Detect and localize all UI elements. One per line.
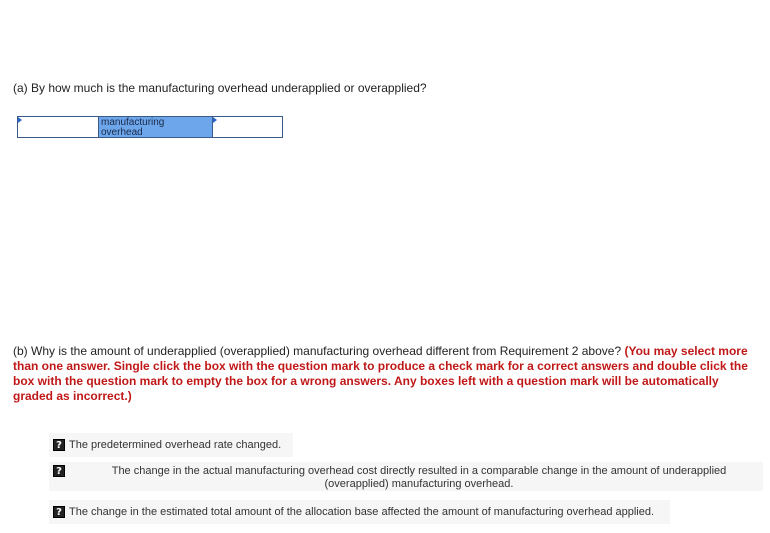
account-dropdown-value: manufacturing overhead	[101, 117, 165, 138]
question-mark-checkbox[interactable]: ?	[53, 506, 65, 518]
amount-input-cell[interactable]	[18, 117, 99, 137]
answer-row	[17, 116, 283, 138]
dropdown-marker-icon	[213, 117, 217, 123]
answer-option-text: The predetermined overhead rate changed.	[69, 439, 282, 451]
question-a-text: (a) By how much is the manufacturing overhead underapplied or overapplied?	[13, 81, 427, 95]
question-mark-checkbox[interactable]: ?	[53, 439, 65, 451]
question-b-instruction: (You may select more than one answer. Single click the box with the question mark to produce a check mark for a correct answers and double click the box with the question mark to empty the box for a wrong answers. Any boxes left with a question mark will be automatically graded as incorrect.)	[13, 344, 748, 403]
underapplied-dropdown-cell[interactable]	[213, 117, 282, 137]
account-dropdown-cell[interactable]	[99, 117, 213, 137]
input-marker-icon	[18, 117, 22, 123]
answer-option-3	[49, 500, 670, 524]
question-mark-checkbox[interactable]: ?	[53, 465, 65, 477]
answer-option-text: The change in the actual manufacturing overhead cost directly resulted in a comparable change in the amount of underapplied (overapplied) manufacturing overhead.	[111, 465, 727, 490]
question-b-text	[13, 344, 757, 404]
answer-option-2	[49, 462, 763, 491]
question-b-prompt: (b) Why is the amount of underapplied (overapplied) manufacturing overhead different from Requirement 2 above?	[13, 344, 622, 358]
answer-option-1	[49, 433, 293, 457]
answer-option-text: The change in the estimated total amount of the allocation base affected the amount of manufacturing overhead applied.	[69, 506, 655, 518]
